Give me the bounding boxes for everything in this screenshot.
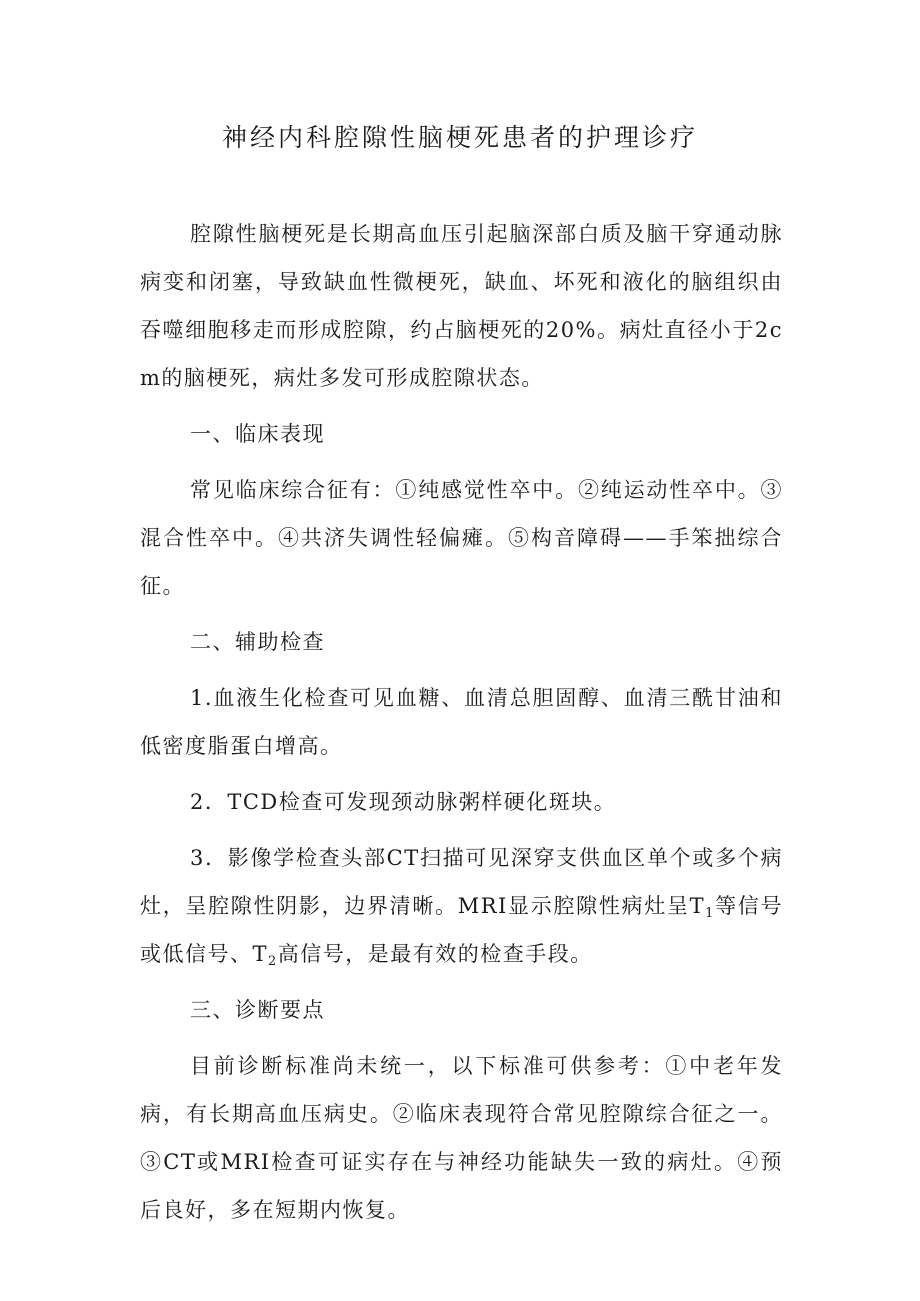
document-title: 神经内科腔隙性脑梗死患者的护理诊疗 — [221, 123, 698, 152]
section-heading-exams: 二、辅助检查 — [190, 630, 325, 654]
spacer — [140, 458, 783, 466]
section-heading-clinical: 一、临床表现 — [190, 422, 325, 446]
exam-item-3 — [140, 834, 783, 978]
exam-item-2: 2．TCD检查可发现颈动脉粥样硬化斑块。 — [190, 790, 617, 814]
spacer — [140, 770, 783, 778]
spacer — [140, 978, 783, 986]
imaging-text-part3: 高信号，是最有效的检查手段。 — [277, 942, 593, 966]
imaging-text-part1: 3．影像学检查头部CT扫描可见深穿支供血区单个或多个病灶，呈腔隙性阴影，边界清晰。MRI显示腔隙性病灶呈T — [140, 846, 783, 918]
spacer — [140, 402, 783, 410]
spacer — [140, 610, 783, 618]
spacer — [140, 666, 783, 674]
spacer — [140, 1034, 783, 1042]
document-body — [140, 210, 783, 1234]
diagnosis-paragraph: 目前诊断标准尚未统一，以下标准可供参考：①中老年发病，有长期高血压病史。②临床表现符合常见腔隙综合征之一。③CT或MRI检查可证实存在与神经功能缺失一致的病灶。④预后良好，多在短期内恢复。 — [140, 1054, 783, 1222]
intro-paragraph: 腔隙性脑梗死是长期高血压引起脑深部白质及脑干穿通动脉病变和闭塞，导致缺血性微梗死，缺血、坏死和液化的脑组织由吞噬细胞移走而形成腔隙，约占脑梗死的20%。病灶直径小于2cm的脑梗死，病灶多发可形成腔隙状态。 — [140, 222, 783, 390]
clinical-paragraph: 常见临床综合征有：①纯感觉性卒中。②纯运动性卒中。③混合性卒中。④共济失调性轻偏瘫。⑤构音障碍——手笨拙综合征。 — [140, 478, 783, 598]
t1-subscript: 1 — [705, 906, 715, 921]
exam-item-1: 1.血液生化检查可见血糖、血清总胆固醇、血清三酰甘油和低密度脂蛋白增高。 — [140, 686, 783, 758]
t2-subscript: 2 — [268, 954, 278, 969]
imaging-text-part2: 等信号或低信号、T — [140, 894, 783, 966]
spacer — [140, 826, 783, 834]
section-heading-diagnosis: 三、诊断要点 — [190, 998, 325, 1022]
